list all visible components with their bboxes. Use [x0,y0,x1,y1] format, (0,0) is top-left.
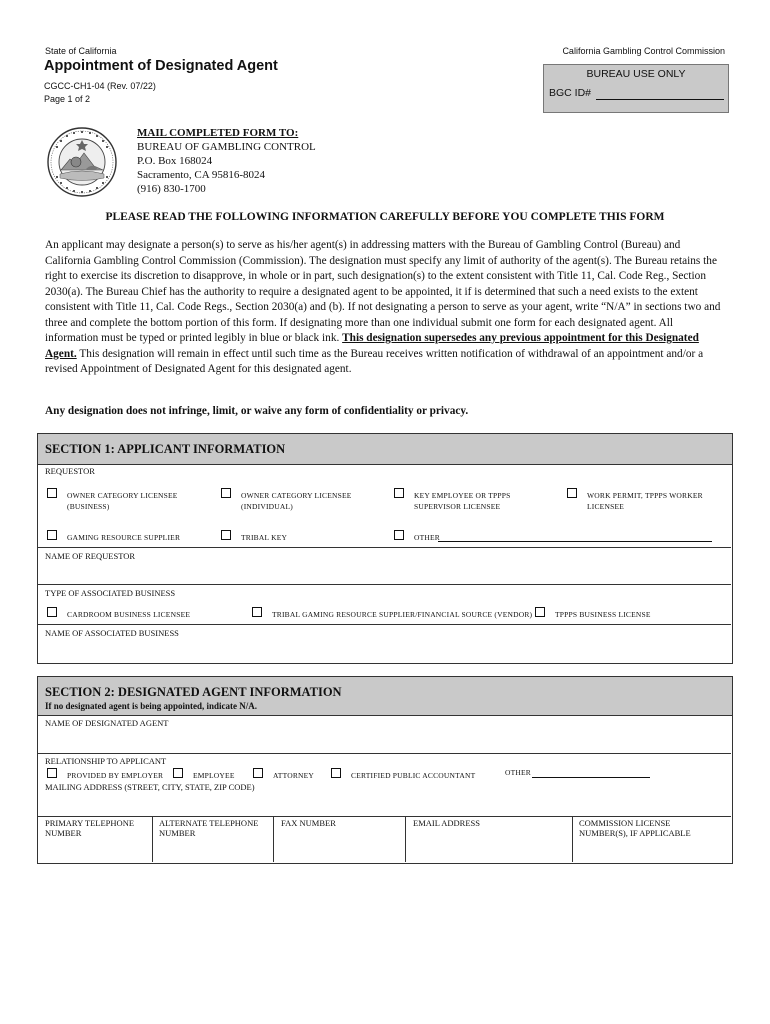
key-employee-option: KEY EMPLOYEE OR TPPPS SUPERVISOR LICENSEE [414,491,511,511]
employer-checkbox[interactable] [47,768,57,778]
mail-line-2: P.O. Box 168024 [137,155,213,167]
primary-phone-label: PRIMARY TELEPHONE NUMBER [45,818,135,838]
relationship-label: RELATIONSHIP TO APPLICANT [45,756,167,766]
divider [38,624,731,625]
form-number: CGCC-CH1-04 (Rev. 07/22) [44,81,156,91]
tribal-gaming-checkbox[interactable] [252,607,262,617]
commission-license-field[interactable] [573,840,730,861]
owner-business-checkbox[interactable] [47,488,57,498]
owner-individual-option: OWNER CATEGORY LICENSEE (INDIVIDUAL) [241,491,352,511]
tribal-key-option: TRIBAL KEY [241,533,288,542]
tppps-business-option: TPPPS BUSINESS LICENSE [555,610,651,619]
cardroom-checkbox[interactable] [47,607,57,617]
name-business-label: NAME OF ASSOCIATED BUSINESS [45,628,179,638]
state-seal-icon [46,126,118,198]
name-of-requestor-field[interactable] [38,563,731,583]
employee-checkbox[interactable] [173,768,183,778]
employee-option: EMPLOYEE [193,771,235,780]
bgc-id-label: BGC ID# [549,87,592,99]
tppps-business-checkbox[interactable] [535,607,545,617]
owner-business-option: OWNER CATEGORY LICENSEE (BUSINESS) [67,491,178,511]
form-title: Appointment of Designated Agent [44,58,278,74]
commission-label: California Gambling Control Commission [562,46,725,56]
divider [38,816,731,817]
relationship-other-option: OTHER [505,768,531,777]
section2-title: SECTION 2: DESIGNATED AGENT INFORMATION [45,685,342,699]
name-of-requestor-label: NAME OF REQUESTOR [45,551,136,561]
section1-header [37,433,733,465]
cpa-checkbox[interactable] [331,768,341,778]
alternate-phone-field[interactable] [153,840,272,861]
work-permit-checkbox[interactable] [567,488,577,498]
primary-phone-field[interactable] [39,840,151,861]
mail-line-3: Sacramento, CA 95816-8024 [137,169,266,181]
requestor-other-option: OTHER [414,533,440,542]
name-agent-field[interactable] [38,730,731,752]
cpa-option: CERTIFIED PUBLIC ACCOUNTANT [351,771,476,780]
employer-option: PROVIDED BY EMPLOYER [67,771,164,780]
section2-subtitle: If no designated agent is being appointed, indicate N/A. [45,701,258,711]
mailing-instructions [137,126,316,196]
confidentiality-notice: Any designation does not infringe, limit, or waive any form of confidentiality or privacy. [45,405,469,417]
cardroom-option: CARDROOM BUSINESS LICENSEE [67,610,191,619]
page-number: Page 1 of 2 [44,94,91,104]
intro-text-end: This designation will remain in effect until such time as the Bureau receives written notification of withdrawal of an appointment and/or a revised Appointment of Designated Agent for this designated agent. [45,347,704,375]
section1-title: SECTION 1: APPLICANT INFORMATION [45,442,286,456]
work-permit-option: WORK PERMIT, TPPPS WORKER LICENSEE [587,491,703,511]
name-agent-label: NAME OF DESIGNATED AGENT [45,718,169,728]
tribal-gaming-option: TRIBAL GAMING RESOURCE SUPPLIER/FINANCIAL SOURCE (VENDOR) [272,610,533,619]
mail-line-4: (916) 830-1700 [137,183,206,195]
fax-label: FAX NUMBER [281,818,336,828]
divider [38,753,731,754]
divider [38,547,731,548]
requestor-other-checkbox[interactable] [394,530,404,540]
intro-text-emphasis: This designation supersedes any previous appointment for this Designated Agent. [45,332,699,360]
relationship-other-field[interactable] [532,777,650,778]
mail-heading: MAIL COMPLETED FORM TO: [137,127,299,139]
section2-header [37,676,733,716]
bureau-use-title: BUREAU USE ONLY [586,68,686,80]
type-business-label: TYPE OF ASSOCIATED BUSINESS [45,588,176,598]
commission-license-label: COMMISSION LICENSE NUMBER(S), IF APPLICABLE [579,818,691,838]
name-business-field[interactable] [38,640,731,661]
owner-individual-checkbox[interactable] [221,488,231,498]
requestor-label: REQUESTOR [45,466,95,476]
mail-line-1: BUREAU OF GAMBLING CONTROL [137,141,316,153]
alternate-phone-label: ALTERNATE TELEPHONE NUMBER [159,818,259,838]
state-label: State of California [45,46,117,56]
mailing-address-field[interactable] [38,794,731,815]
attorney-checkbox[interactable] [253,768,263,778]
email-label: EMAIL ADDRESS [413,818,480,828]
email-field[interactable] [406,840,571,861]
requestor-other-field[interactable] [438,541,712,542]
intro-paragraph [45,238,727,378]
intro-text-start: An applicant may designate a person(s) to serve as his/her agent(s) in addressing matters with the Bureau of Gambling Control (Bureau) and California Gambling Control Commission (Commission). The designation must specify any limit of authority of the agent(s). The Bureau retains the right to exercise its discretion to disapprove, in whole or in part, such designation(s) to the extent consistent with Title 11, Cal. Code Reg., Section 2030(a). The Bureau Chief has the authority to require a designated agent to be appointed, it if is determined that such a need exists to the extent consistent with Title 11, Cal. Code Regs., Section 2030(a) and (b). If not designating a person to serve as your agent, write “N/A” in sections two and three and complete the bottom portion of this form. If designating more than one individual submit one form for each designated agent. All information must be typed or printed legibly in blue or black ink. [45,239,721,344]
tribal-key-checkbox[interactable] [221,530,231,540]
fax-field[interactable] [274,840,404,861]
bgc-id-field[interactable] [596,99,724,100]
gaming-resource-option: GAMING RESOURCE SUPPLIER [67,533,181,542]
notice-title: PLEASE READ THE FOLLOWING INFORMATION CAREFULLY BEFORE YOU COMPLETE THIS FORM [105,211,665,223]
attorney-option: ATTORNEY [273,771,315,780]
bureau-use-box [543,64,729,113]
gaming-resource-checkbox[interactable] [47,530,57,540]
key-employee-checkbox[interactable] [394,488,404,498]
mailing-address-label: MAILING ADDRESS (STREET, CITY, STATE, ZIP CODE) [45,782,255,792]
divider [38,584,731,585]
